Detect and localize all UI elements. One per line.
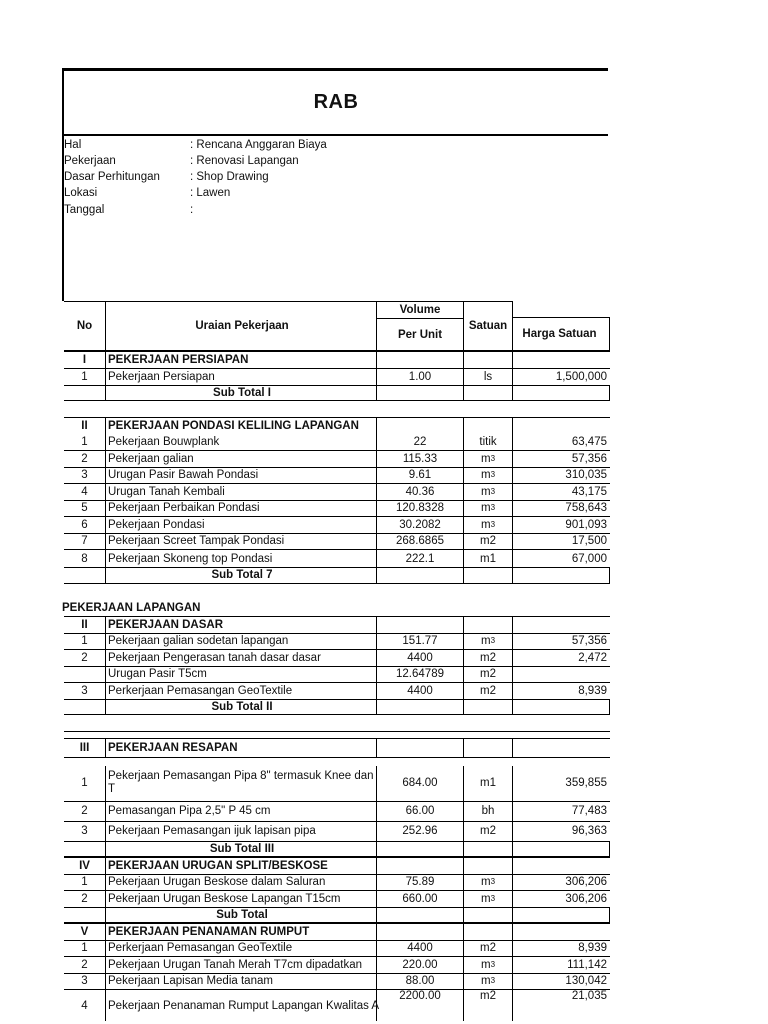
section-row [64,616,610,633]
section-row [64,738,610,758]
section-satuan [464,924,513,940]
header-volume: Volume [377,302,463,319]
section-row [64,351,610,368]
row-volume: 252.96 [377,822,464,841]
row-volume: 4400 [377,683,464,699]
row-harga: 43,175 [571,485,607,498]
row-uraian: Pekerjaan Pemasangan Pipa 8" termasuk Knee dan T [106,766,377,801]
header-harga: Harga Satuan [513,317,610,350]
row-harga: 130,042 [565,975,607,988]
section-title: PEKERJAAN RESAPAN [106,739,377,757]
section-no: V [64,924,106,940]
row-uraian: Pekerjaan Skoneng top Pondasi [106,550,377,567]
row-uraian: Pekerjaan Screet Tampak Pondasi [106,534,377,550]
info-value: : [190,204,194,216]
row-uraian: Urugan Pasir T5cm [106,667,377,683]
row-satuan: m2 [464,683,513,699]
table-row [64,549,610,567]
header-uraian: Uraian Pekerjaan [106,301,377,350]
rab-sheet [62,68,608,1012]
section-satuan [464,418,513,434]
row-no: 1 [64,941,106,957]
row-no: 4 [64,484,106,500]
row-harga: 306,206 [565,876,607,889]
section-row [64,923,610,940]
section-title: PEKERJAAN DASAR [106,617,377,633]
subtotal-volume [377,386,464,401]
row-harga: 96,363 [571,825,607,837]
row-no: 2 [64,451,106,467]
section-title: PEKERJAAN URUGAN SPLIT/BESKOSE [106,858,377,874]
section-row [64,857,610,874]
info-key: Hal [64,139,82,151]
row-satuan: bh [464,802,513,821]
section-title: PEKERJAAN PENANAMAN RUMPUT [106,924,377,940]
subtotal-satuan [464,908,513,923]
row-uraian: Pekerjaan Pondasi [106,517,377,533]
row-uraian: Perkerjaan Pemasangan GeoTextile [106,683,377,699]
row-harga: 8,939 [578,942,607,955]
row-no: 6 [64,517,106,533]
section-volume [377,617,464,633]
section-volume [377,418,464,434]
table-row [64,649,610,666]
section-harga [513,617,610,633]
document-title: RAB [313,91,359,113]
subtotal-satuan [464,700,513,715]
row-no: 3 [64,974,106,990]
row-uraian: Pekerjaan Persiapan [106,369,377,385]
section-satuan [464,858,513,874]
section-title: PEKERJAAN PONDASI KELILING LAPANGAN [106,418,377,434]
info-key: Dasar Perhitungan [64,171,160,183]
row-satuan: ls [464,369,513,385]
row-harga: 67,000 [571,552,607,565]
row-volume: 9.61 [377,468,464,484]
row-volume: 12.64789 [377,667,464,683]
row-satuan: m 3 [464,501,513,517]
subtotal-row [64,699,610,716]
row-volume: 66.00 [377,802,464,821]
subtotal-row [64,841,610,858]
row-satuan: m2 [464,822,513,841]
row-volume: 151.77 [377,634,464,650]
subtotal-no [64,568,106,583]
row-volume: 4400 [377,650,464,666]
row-uraian: Pekerjaan Urugan Tanah Merah T7cm dipadatkan [106,957,377,973]
row-no: 2 [64,802,106,821]
row-volume: 268.6865 [377,534,464,550]
table-row [64,766,610,801]
section-volume [377,924,464,940]
row-volume: 22 [377,434,464,451]
table-row [64,633,610,650]
row-volume: 40.36 [377,484,464,500]
section-satuan [464,617,513,633]
row-no: 7 [64,534,106,550]
row-satuan: titik [464,434,513,451]
row-volume: 660.00 [377,891,464,907]
table-row [64,483,610,500]
table-row [64,890,610,907]
spacer-row [64,715,610,732]
row-uraian: Pekerjaan Bouwplank [106,434,377,451]
row-volume: 115.33 [377,451,464,467]
subtotal-harga [513,842,610,857]
subtotal-harga [513,700,610,715]
row-harga: 111,142 [567,958,607,971]
subtotal-harga [513,386,610,401]
row-satuan: m2 [464,667,513,683]
subtotal-satuan [464,568,513,583]
table-row [64,940,610,957]
section-satuan [464,739,513,757]
row-uraian: Pemasangan Pipa 2,5" P 45 cm [106,802,377,821]
subtotal-label: Sub Total I [106,386,377,401]
table-row [64,666,610,683]
row-no: 1 [64,766,106,801]
section-no: II [64,418,106,434]
subtotal-row [64,385,610,402]
subtotal-volume [377,842,464,857]
section-no: III [64,739,106,757]
row-no: 8 [64,550,106,567]
row-harga: 758,643 [565,502,607,515]
section-no: II [64,617,106,633]
table-row [64,973,610,990]
row-satuan: m2 [464,650,513,666]
row-volume: 75.89 [377,875,464,891]
table-row [64,989,610,1021]
section-satuan [464,352,513,368]
subtotal-volume [377,568,464,583]
row-harga: 2,472 [578,651,607,664]
row-harga: 17,500 [571,535,607,548]
subtotal-harga [513,908,610,923]
row-volume: 684.00 [377,766,464,801]
table-row [64,821,610,841]
section-no: IV [64,858,106,874]
table-header [64,301,610,351]
row-harga: 1,500,000 [555,370,607,383]
subtotal-label: Sub Total III [106,842,377,857]
row-satuan: m 3 [464,484,513,500]
row-satuan: m 3 [464,451,513,467]
group-title-row [64,600,610,617]
section-volume [377,858,464,874]
subtotal-satuan [464,386,513,401]
row-harga: 310,035 [565,469,607,482]
row-volume: 120.8328 [377,501,464,517]
row-satuan: m 3 [464,957,513,973]
row-satuan: m2 [464,990,513,1021]
row-harga: 57,356 [571,635,607,648]
subtotal-satuan [464,842,513,857]
row-harga: 21,035 [571,990,607,1002]
table-row [64,801,610,821]
row-no: 4 [64,990,106,1021]
subtotal-no [64,700,106,715]
row-no: 1 [64,434,106,451]
subtotal-no [64,842,106,857]
row-satuan: m 3 [464,468,513,484]
spacer-row [64,584,610,600]
row-satuan: m2 [464,941,513,957]
row-volume: 220.00 [377,957,464,973]
table-row [64,434,610,451]
row-volume: 30.2082 [377,517,464,533]
section-harga [513,352,610,368]
subtotal-no [64,908,106,923]
row-harga: 57,356 [571,452,607,465]
row-uraian: Pekerjaan galian sodetan lapangan [106,634,377,650]
row-no: 2 [64,957,106,973]
section-harga [513,418,610,434]
table-row [64,368,610,385]
row-satuan: m1 [464,766,513,801]
info-value: : Renovasi Lapangan [190,155,299,167]
spacer-row [64,758,610,766]
info-value: : Shop Drawing [190,171,269,183]
info-key: Pekerjaan [64,155,116,167]
subtotal-no [64,386,106,401]
table-row [64,874,610,891]
row-no: 1 [64,369,106,385]
row-uraian: Urugan Tanah Kembali [106,484,377,500]
row-no: 3 [64,822,106,841]
row-uraian: Perkerjaan Pemasangan GeoTextile [106,941,377,957]
section-row [64,417,610,434]
row-volume: 1.00 [377,369,464,385]
group-title: PEKERJAAN LAPANGAN [62,601,201,614]
row-uraian: Pekerjaan Penanaman Rumput Lapangan Kwalitas A [106,990,377,1021]
row-no: 1 [64,634,106,650]
row-harga: 63,475 [571,435,607,448]
row-satuan: m 3 [464,875,513,891]
section-volume [377,352,464,368]
row-no: 1 [64,875,106,891]
table-row [64,450,610,467]
table-row [64,516,610,533]
info-value: : Lawen [190,187,231,199]
subtotal-volume [377,700,464,715]
table-row [64,956,610,973]
header-volume-group [377,301,464,350]
table-row [64,467,610,484]
row-no [64,667,106,683]
row-harga [513,667,610,683]
row-volume: 222.1 [377,550,464,567]
row-no: 2 [64,891,106,907]
row-harga: 77,483 [571,805,607,817]
row-uraian: Pekerjaan Lapisan Media tanam [106,974,377,990]
row-volume: 4400 [377,941,464,957]
row-no: 2 [64,650,106,666]
subtotal-harga [513,568,610,583]
row-satuan: m1 [464,550,513,567]
row-uraian: Pekerjaan Perbaikan Pondasi [106,501,377,517]
table-row [64,500,610,517]
section-no: I [64,352,106,368]
info-block [62,136,608,301]
subtotal-label: Sub Total 7 [106,568,377,583]
row-no: 3 [64,468,106,484]
row-volume: 88.00 [377,974,464,990]
info-value: : Rencana Anggaran Biaya [190,139,327,151]
section-harga [513,924,610,940]
row-satuan: m 3 [464,891,513,907]
row-satuan: m 3 [464,974,513,990]
header-per-unit: Per Unit [397,328,443,341]
table-row [64,682,610,699]
row-harga: 306,206 [565,892,607,905]
info-key: Lokasi [64,187,98,199]
title-box [62,68,608,136]
row-harga: 8,939 [578,684,607,697]
row-uraian: Pekerjaan Pengerasan tanah dasar dasar [106,650,377,666]
table-row [64,533,610,550]
row-uraian: Pekerjaan Urugan Beskose dalam Saluran [106,875,377,891]
subtotal-row [64,907,610,924]
row-satuan: m2 [464,534,513,550]
row-harga: 901,093 [565,518,607,531]
subtotal-volume [377,908,464,923]
spacer-row [64,401,610,417]
subtotal-label: Sub Total II [106,700,377,715]
section-volume [377,739,464,757]
row-uraian: Pekerjaan Urugan Beskose Lapangan T15cm [106,891,377,907]
header-satuan: Satuan [464,301,513,350]
row-satuan: m 3 [464,517,513,533]
subtotal-label: Sub Total [106,908,377,923]
row-harga: 359,855 [565,777,607,789]
header-no: No [64,301,106,350]
section-harga [513,858,610,874]
row-uraian: Pekerjaan Pemasangan ijuk lapisan pipa [106,822,377,841]
subtotal-row [64,567,610,584]
row-volume: 2200.00 [377,990,464,1021]
row-no: 3 [64,683,106,699]
section-title: PEKERJAAN PERSIAPAN [106,352,377,368]
info-key: Tanggal [64,204,105,216]
section-harga [513,739,610,757]
row-no: 5 [64,501,106,517]
row-satuan: m 3 [464,634,513,650]
row-uraian: Pekerjaan galian [106,451,377,467]
row-uraian: Urugan Pasir Bawah Pondasi [106,468,377,484]
